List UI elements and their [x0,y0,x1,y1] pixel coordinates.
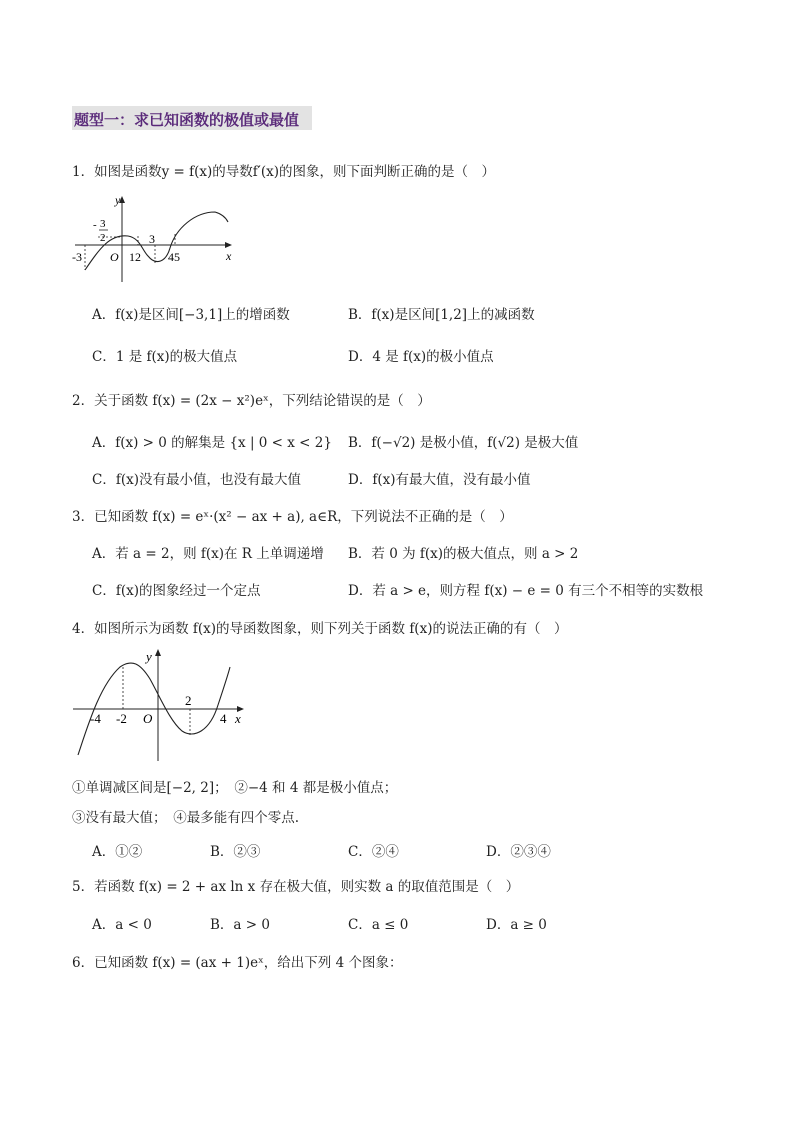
q1-option-b[interactable]: B．f(x)是区间[1,2]上的减函数 [348,307,535,323]
q4-y-arrow [155,649,161,656]
q4-tick-4: 4 [220,711,227,726]
q1-origin-label: O [110,250,119,264]
q1-y-label: y [115,193,121,207]
q2-option-b[interactable]: B．f(−√2) 是极小值，f(√2) 是极大值 [348,435,579,451]
q5-option-b[interactable]: B．a > 0 [210,917,270,933]
q1-x-arrow [225,242,232,248]
question-1-stem: 1．如图是函数y = f(x)的导数f′(x)的图象，则下面判断正确的是（ ） [72,164,495,180]
q1-frac-num: 3 [100,218,106,230]
q4-y-label: y [146,649,152,664]
q4-tick-neg4: -4 [90,711,101,726]
q3-option-c[interactable]: C．f(x)的图象经过一个定点 [92,583,261,599]
q4-statement-3-4: ③没有最大值； ④最多能有四个零点. [72,810,300,826]
question-3-stem: 3．已知函数 f(x) = eˣ·(x² − ax + a), a∈R，下列说法不正确的是（ ） [72,509,513,525]
q4-tick-2: 2 [185,693,192,708]
q4-statement-1-2: ①单调减区间是[−2, 2]； ②−4 和 4 都是极小值点； [72,780,398,796]
question-1-graph [70,190,240,290]
q2-option-c[interactable]: C．f(x)没有最小值，也没有最大值 [92,472,301,488]
q4-option-c[interactable]: C．②④ [348,844,399,860]
q4-option-a[interactable]: A．①② [92,844,143,860]
q1-tick-12: 12 [129,250,141,264]
q1-frac-minus: - [93,219,97,231]
q1-frac-den: 2 [100,232,106,244]
section-title: 题型一：求已知函数的极值或最值 [74,111,300,129]
q3-option-b[interactable]: B．若 0 为 f(x)的极大值点，则 a > 2 [348,546,579,562]
question-6-stem: 6．已知函数 f(x) = (ax + 1)eˣ，给出下列 4 个图象： [72,955,403,971]
q3-option-a[interactable]: A．若 a = 2，则 f(x)在 R 上单调递增 [92,546,324,562]
q4-x-label: x [235,711,241,726]
q1-option-c[interactable]: C．1 是 f(x)的极大值点 [92,349,238,365]
question-2-stem: 2．关于函数 f(x) = (2x − x²)eˣ，下列结论错误的是（ ） [72,393,431,409]
q1-option-a[interactable]: A．f(x)是区间[−3,1]上的增函数 [92,307,290,323]
q1-tick-3: 3 [149,232,155,246]
question-4-graph [70,645,250,767]
q5-option-c[interactable]: C．a ≤ 0 [348,917,409,933]
q4-tick-neg2: -2 [116,711,127,726]
q1-derivative-curve [85,212,228,270]
q5-option-a[interactable]: A．a < 0 [92,917,152,933]
q3-option-d[interactable]: D．若 a > e，则方程 f(x) − e = 0 有三个不相等的实数根 [348,583,704,599]
question-5-stem: 5．若函数 f(x) = 2 + ax ln x 存在极大值，则实数 a 的取值范围是（ ） [72,879,520,895]
q1-tick-neg3: -3 [72,250,82,264]
q1-x-label: x [226,249,232,263]
q1-option-d[interactable]: D．4 是 f(x)的极小值点 [348,349,494,365]
q2-option-d[interactable]: D．f(x)有最大值，没有最小值 [348,472,531,488]
q4-origin-label: O [143,711,153,726]
q2-option-a[interactable]: A．f(x) > 0 的解集是 {x | 0 < x < 2} [92,435,332,451]
q1-tick-45: 45 [168,250,180,264]
q4-option-b[interactable]: B．②③ [210,844,261,860]
q4-option-d[interactable]: D．②③④ [486,844,551,860]
q5-option-d[interactable]: D．a ≥ 0 [486,917,547,933]
question-4-stem: 4．如图所示为函数 f(x)的导函数图象，则下列关于函数 f(x)的说法正确的有（ ） [72,621,568,637]
